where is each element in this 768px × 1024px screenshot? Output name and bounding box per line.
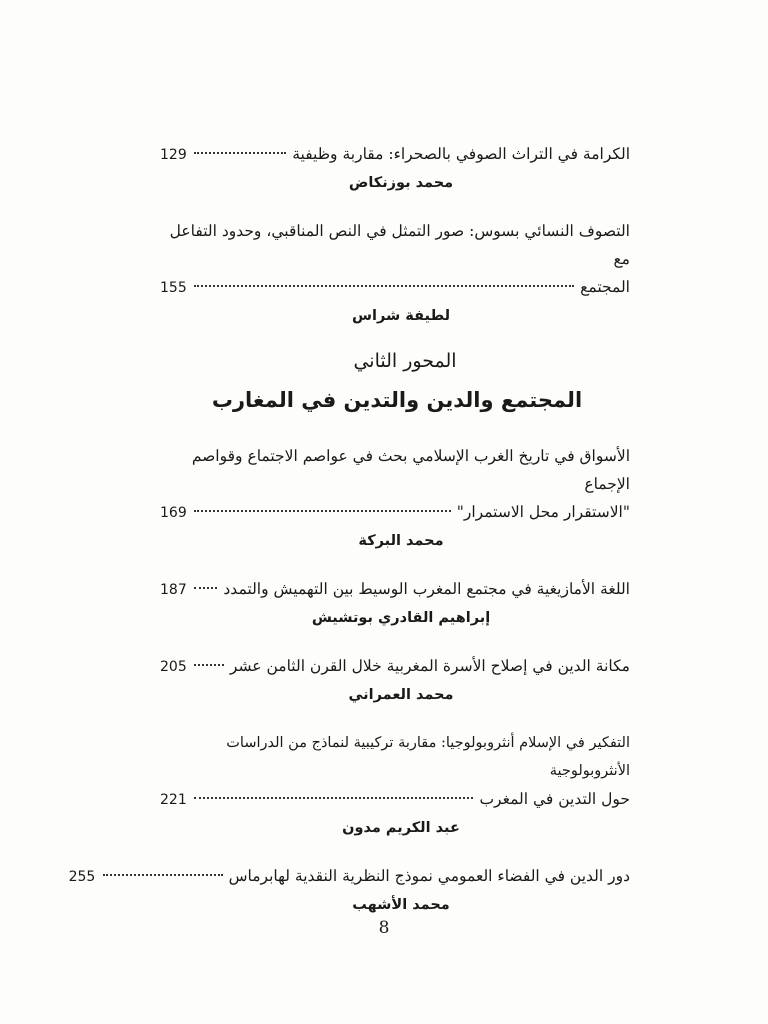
toc-entry-line: [160, 575, 630, 604]
toc-page-number: 169: [160, 505, 187, 521]
leader-dots: [194, 587, 217, 589]
toc-author: إبراهيم القادري بوتشيش: [311, 610, 491, 626]
toc-author: عبد الكريم مدون: [342, 820, 460, 836]
leader-dots: [103, 874, 223, 876]
leader-dots: [194, 285, 574, 287]
toc-entry-line: [160, 273, 630, 302]
toc-page-number: 187: [160, 582, 187, 598]
toc-entry-title-continued: حول التدين في المغرب: [479, 790, 630, 808]
toc-author: لطيفة شراس: [351, 308, 451, 324]
toc-page-number: 155: [160, 280, 187, 296]
toc-entry-line: [160, 652, 630, 681]
toc-entry-line: [68, 862, 630, 891]
leader-dots: [194, 797, 473, 799]
toc-entry: [160, 217, 630, 324]
toc-entry: [160, 729, 630, 836]
page-number: 8: [378, 918, 390, 938]
toc-entry-title-continued: المجتمع: [580, 278, 630, 296]
toc-author: محمد العمراني: [348, 687, 454, 703]
section-title: المجتمع والدين والتدين في المغارب: [211, 388, 583, 412]
section-label: المحور الثاني: [353, 350, 457, 372]
toc-entry-title: مكانة الدين في إصلاح الأسرة المغربية خلال القرن الثامن عشر: [229, 657, 630, 675]
leader-dots: [194, 664, 224, 666]
toc-author: محمد بوزنكاض: [348, 175, 454, 191]
toc-entry-line: [160, 140, 630, 169]
toc-entry-title: التفكير في الإسلام أنثروبولوجيا: مقاربة تركيبية لنماذج من الدراسات الأنثروبولوجية: [226, 735, 630, 779]
leader-dots: [194, 510, 451, 512]
toc-entry-title: الكرامة في التراث الصوفي بالصحراء: مقاربة وظيفية: [292, 145, 630, 163]
toc-entry-title: اللغة الأمازيغية في مجتمع المغرب الوسيط بين التهميش والتمدد: [223, 580, 630, 598]
toc-page-number: 129: [160, 147, 187, 163]
toc-page-number: 255: [68, 869, 96, 885]
toc-entry-title: التصوف النسائي بسوس: صور التمثل في النص المناقبي، وحدود التفاعل مع: [169, 222, 630, 268]
toc-entry: [160, 140, 630, 191]
toc-entry: [160, 442, 630, 549]
toc-author: محمد الأشهب: [352, 897, 450, 913]
toc-entry: [160, 652, 630, 703]
toc-page-number: 205: [160, 659, 187, 675]
toc-entry-title: دور الدين في الفضاء العمومي نموذج النظرية النقدية لهابرماس: [228, 867, 630, 885]
leader-dots: [194, 152, 286, 154]
toc-author: محمد البركة: [358, 533, 444, 549]
toc-page-number: 221: [160, 792, 187, 808]
toc-entry-line: [160, 498, 630, 527]
toc-entry: [68, 862, 630, 913]
toc-entry-title-continued: "الاستقرار محل الاستمرار": [456, 503, 630, 521]
toc-entry-line: [160, 785, 630, 814]
toc-entry: [160, 575, 630, 626]
table-of-contents: [68, 120, 630, 913]
toc-entry-title: الأسواق في تاريخ الغرب الإسلامي بحث في عواصم الاجتماع وقواصم الإجماع: [191, 447, 630, 493]
